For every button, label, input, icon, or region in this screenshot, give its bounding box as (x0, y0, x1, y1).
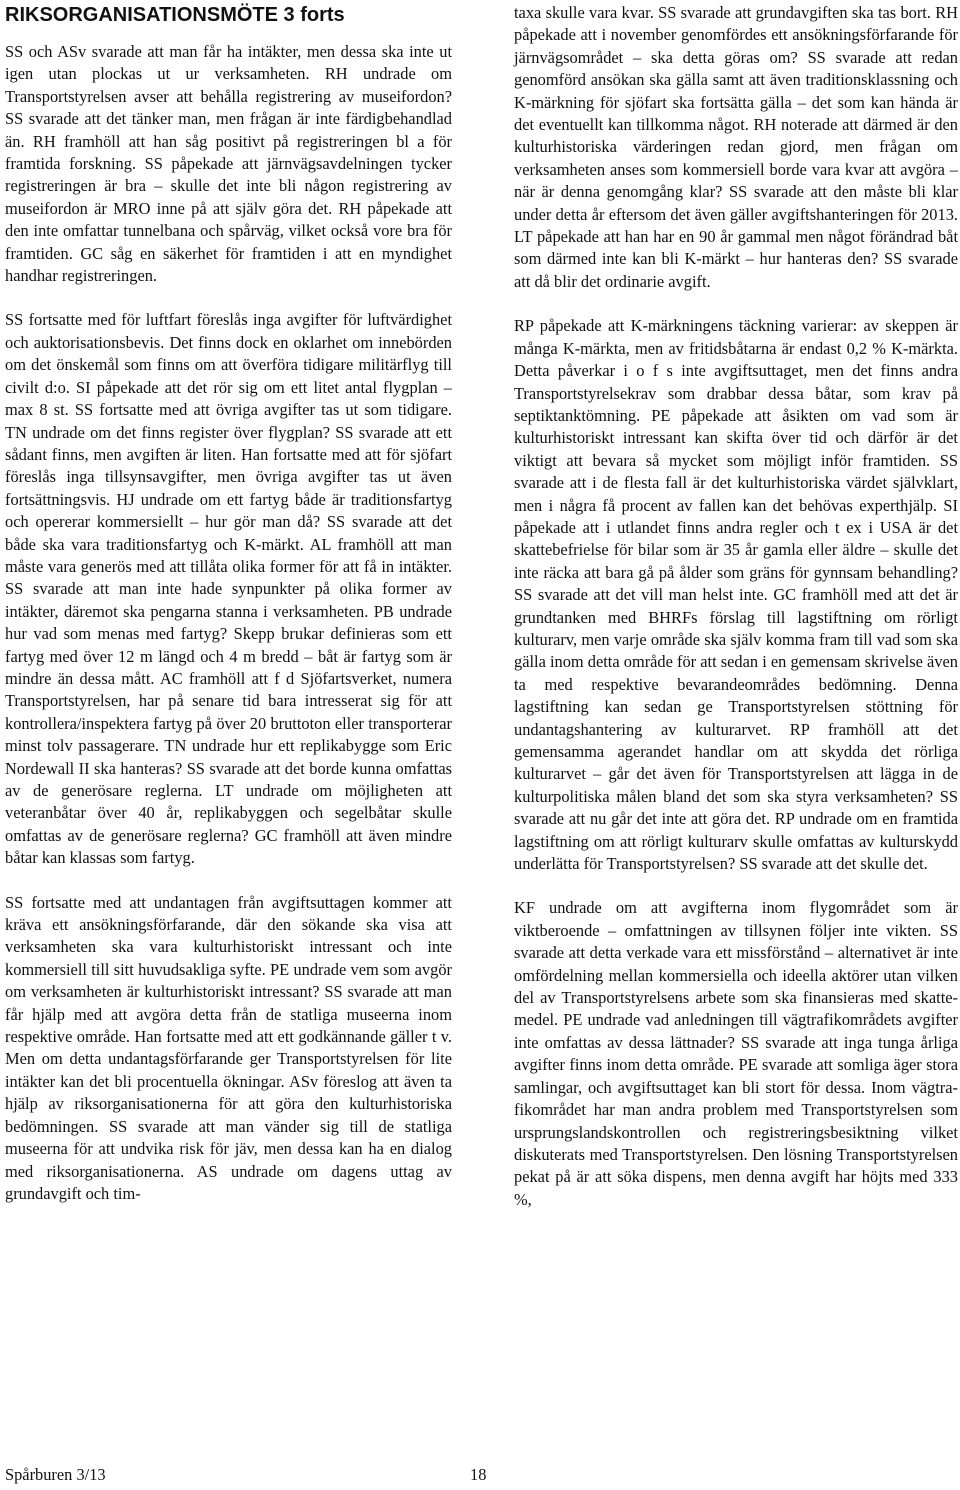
left-column (5, 0, 452, 1205)
article-paragraph: taxa skulle vara kvar. SS svarade att grundavgiften ska tas bort. RH påpekade att i november genomfördes ett ansökningsförfarande för järnvägsområdet – ska detta göras om? SS svarade att redan genomförd ansökan ska gälla samt att även traditionsklassning och K-märkning för sjöfart ska fortsätta gälla – det som kan hända är det eventuellt kan tillkomma något. RH noterade att därmed är den kulturhistoriska värderingen redan gjord, men frågan om verksamheten anses som kommersiell borde vara kvar att avgöra – när är denna genomgång klar? SS svarade att den måste bli klar under detta år eftersom det även gäller avgiftshanteringen för 2013. LT påpekade att han har en 90 år gammal men något förändrad båt som därmed inte kan bli K-märkt – hur hanteras den? SS svarade att då blir det ordinarie avgift. (514, 3, 958, 291)
article-paragraph: SS fortsatte med att undantagen från avgiftsuttagen kommer att kräva ett ansökningsförfarande, där den sökande ska visa att verksamheten ska vara kulturhistoriskt intressant och inte kommersiell till sitt huvudsakliga syfte. PE undrade vem som avgör om verksamheten är kulturhistoriskt intressant? SS svarade att man får hjälp med att avgöra detta från de statliga museerna inom respektive område. Han fortsatte med att ett godkännande gäller t v. Men om detta undantagsförfarande ger Transportstyrelsen för lite intäkter kan det bli procentuella ökningar. ASv föreslog att även ta hjälp av riksorganisationerna för att göra den kulturhistoriska bedömningen. SS svarade att man vänder sig till de statliga museerna för att undvika risk för jäv, men dessa kan ha en dialog med riksorganisationerna. AS undrade om dagens uttag av grundavgift och tim- (5, 892, 452, 1203)
footer-page-number: 18 (470, 1465, 487, 1484)
footer-issue-label: Spårburen 3/13 (5, 1465, 106, 1484)
article-paragraph: SS och ASv svarade att man får ha intäkter, men dessa ska inte ut igen utan plockas ut ur verksamheten. RH undrade om Transportstyrelsen avser att behålla registrering av museifordon? SS svarade att det tänker man, men frågan är inte färdigbehandlad än. RH framhöll att han såg positivt på registreringen bl a för framtida forskning. SS påpekade att järnvägsavdelningen tycker registreringen är bra – skulle det inte bli någon registrering av museifordon är MRO inne på att själv göra det. RH påpekade att den inte omfattar tunnelbana och spårväg, vilket också vore bra för framtiden. GC såg en säkerhet för framtiden i att en myndighet handhar registreringen. (5, 42, 452, 286)
article-paragraph: KF undrade om att avgifterna inom flygområdet som är viktberoende – omfattningen av tillsynen följer inte vikten. SS svarade att detta verkade vara ett missförstånd – alternativet är inte omfördelning mellan kommersiella och ideella aktörer utan vilken del av Transportstyrelsens arbete som ska finansieras med skattemedel. PE undrade vad anledningen till vägtrafikområdets avgifter inte omfattas av dessa lättnader? SS svarade att inga tunga årliga avgifter finns inom detta område. PE svarade att somliga äger stora samlingar, och avgiftsuttaget kan bli stort för dessa. Inom vägtrafikområdet har man andra problem med Transportstyrelsen som ursprungslandskontrollen och registreringsbesiktning vilket diskuterats med Transportstyrelsen. Den lösning Transportstyrelsen pekat på är att söka dispens, men denna avgift har höjts med 333 %, (514, 898, 958, 1209)
article-heading: RIKSORGANISATIONSMÖTE 3 forts (5, 4, 345, 26)
article-paragraph: RP påpekade att K-märkningens täckning varierar: av skeppen är många K-märkta, men av fritidsbåtarna är endast 0,2 % K-märkta. Detta påverkar i o f s inte avgiftsuttaget, men det finns andra Transportstyrelsekrav som drabbar dessa båtar, som krav på septiktanktömning. PE påpekade att åsikten om vad som är kulturhistoriskt intressant kan skifta över tid och därför är det viktigt att bevara så mycket som möjligt inför framtiden. SS svarade att i de flesta fall är det kulturhistoriska värdet självklart, men i några få procent av fallen kan det behövas experthjälp. SI påpekade att i utlandet finns andra regler och t ex i USA är det skattebefrielse för bilar som är 35 år gamla eller äldre – skulle det inte räcka att bara gå på ålder som gräns för gynnsam behandling? SS svarade att det vill man helst inte. GC framhöll med att det är grundtanken med BHRFs förslag till lagstiftning om rörligt kulturarv, men varje område ska själv komma fram till vad som ska gälla inom detta område för att sedan i en gemensam skrivelse även ta med respektive bevarandeområdes bedömning. Denna lagstiftning kan sedan ge Transportstyrelsen stöttning för undantagshantering av kulturarvet. RP framhöll att det gemensamma agerandet handlar om att skydda det rörliga kulturarvet – går det även för Transportstyrelsen att lägga in de kulturpolitiska målen bland det som ska styra verksamheten? SS svarade att nu går det inte att göra det. RP undrade om en framtida lagstiftning om att rörligt kulturarv skulle omfattas av kulturskydd underlätta för Transportstyrelsen? SS svarade att det skulle det. (514, 316, 958, 874)
article-paragraph: SS fortsatte med för luftfart föreslås inga avgifter för luftvärdighet och auktorisationsbevis. Det finns dock en oklarhet om innebörden om det önskemål som finns om att överföra tidigare militärflyg till civilt d:o. SI påpekade att det rör sig om ett litet antal flygplan – max 8 st. SS fortsatte med att övriga avgifter tas ut som tidigare. TN undrade om det finns register över flygplan? SS svarade att ett sådant finns, men avgiften är liten. Han fortsatte med att för sjöfart föreslås inga tillsynsavgifter, men övriga avgifter tas ut även fortsättningsvis. HJ undrade om ett fartyg både är traditionsfartyg och opererar kommersiellt – hur gör man då? SS svarade att det både ska vara traditionsfartyg och K-märkt. AL framhöll att man måste vara generös med att tillåta olika former för att få in intäkter. SS svarade att man inte hade synpunkter på olika former av intäkter, däremot ska pengarna stanna i verksamheten. PB undrade hur vad som menas med fartyg? Skepp brukar definieras som ett fartyg med över 12 m längd och 4 m bredd – båt är fartyg som är mindre än dessa mått. AC framhöll att f d Sjöfartsverket, numera Transportstyrelsen, har på senare tid bara intresserat sig för att kontrollera/inspektera fartyg på över 20 bruttoton eller transporterar minst tolv passagerare. TN undrade hur ett replikabygge som Eric Nordewall II ska hanteras? SS svarade att det borde kunna omfattas av de generösare reglerna. LT undrade om möjligheten att veteranbåtar över 40 år, replikabyggen och segelbåtar skulle omfattas av de generösare reglerna? GC framhöll att även mindre båtar kan klassas som fartyg. (5, 310, 452, 868)
right-column (514, 2, 958, 1211)
